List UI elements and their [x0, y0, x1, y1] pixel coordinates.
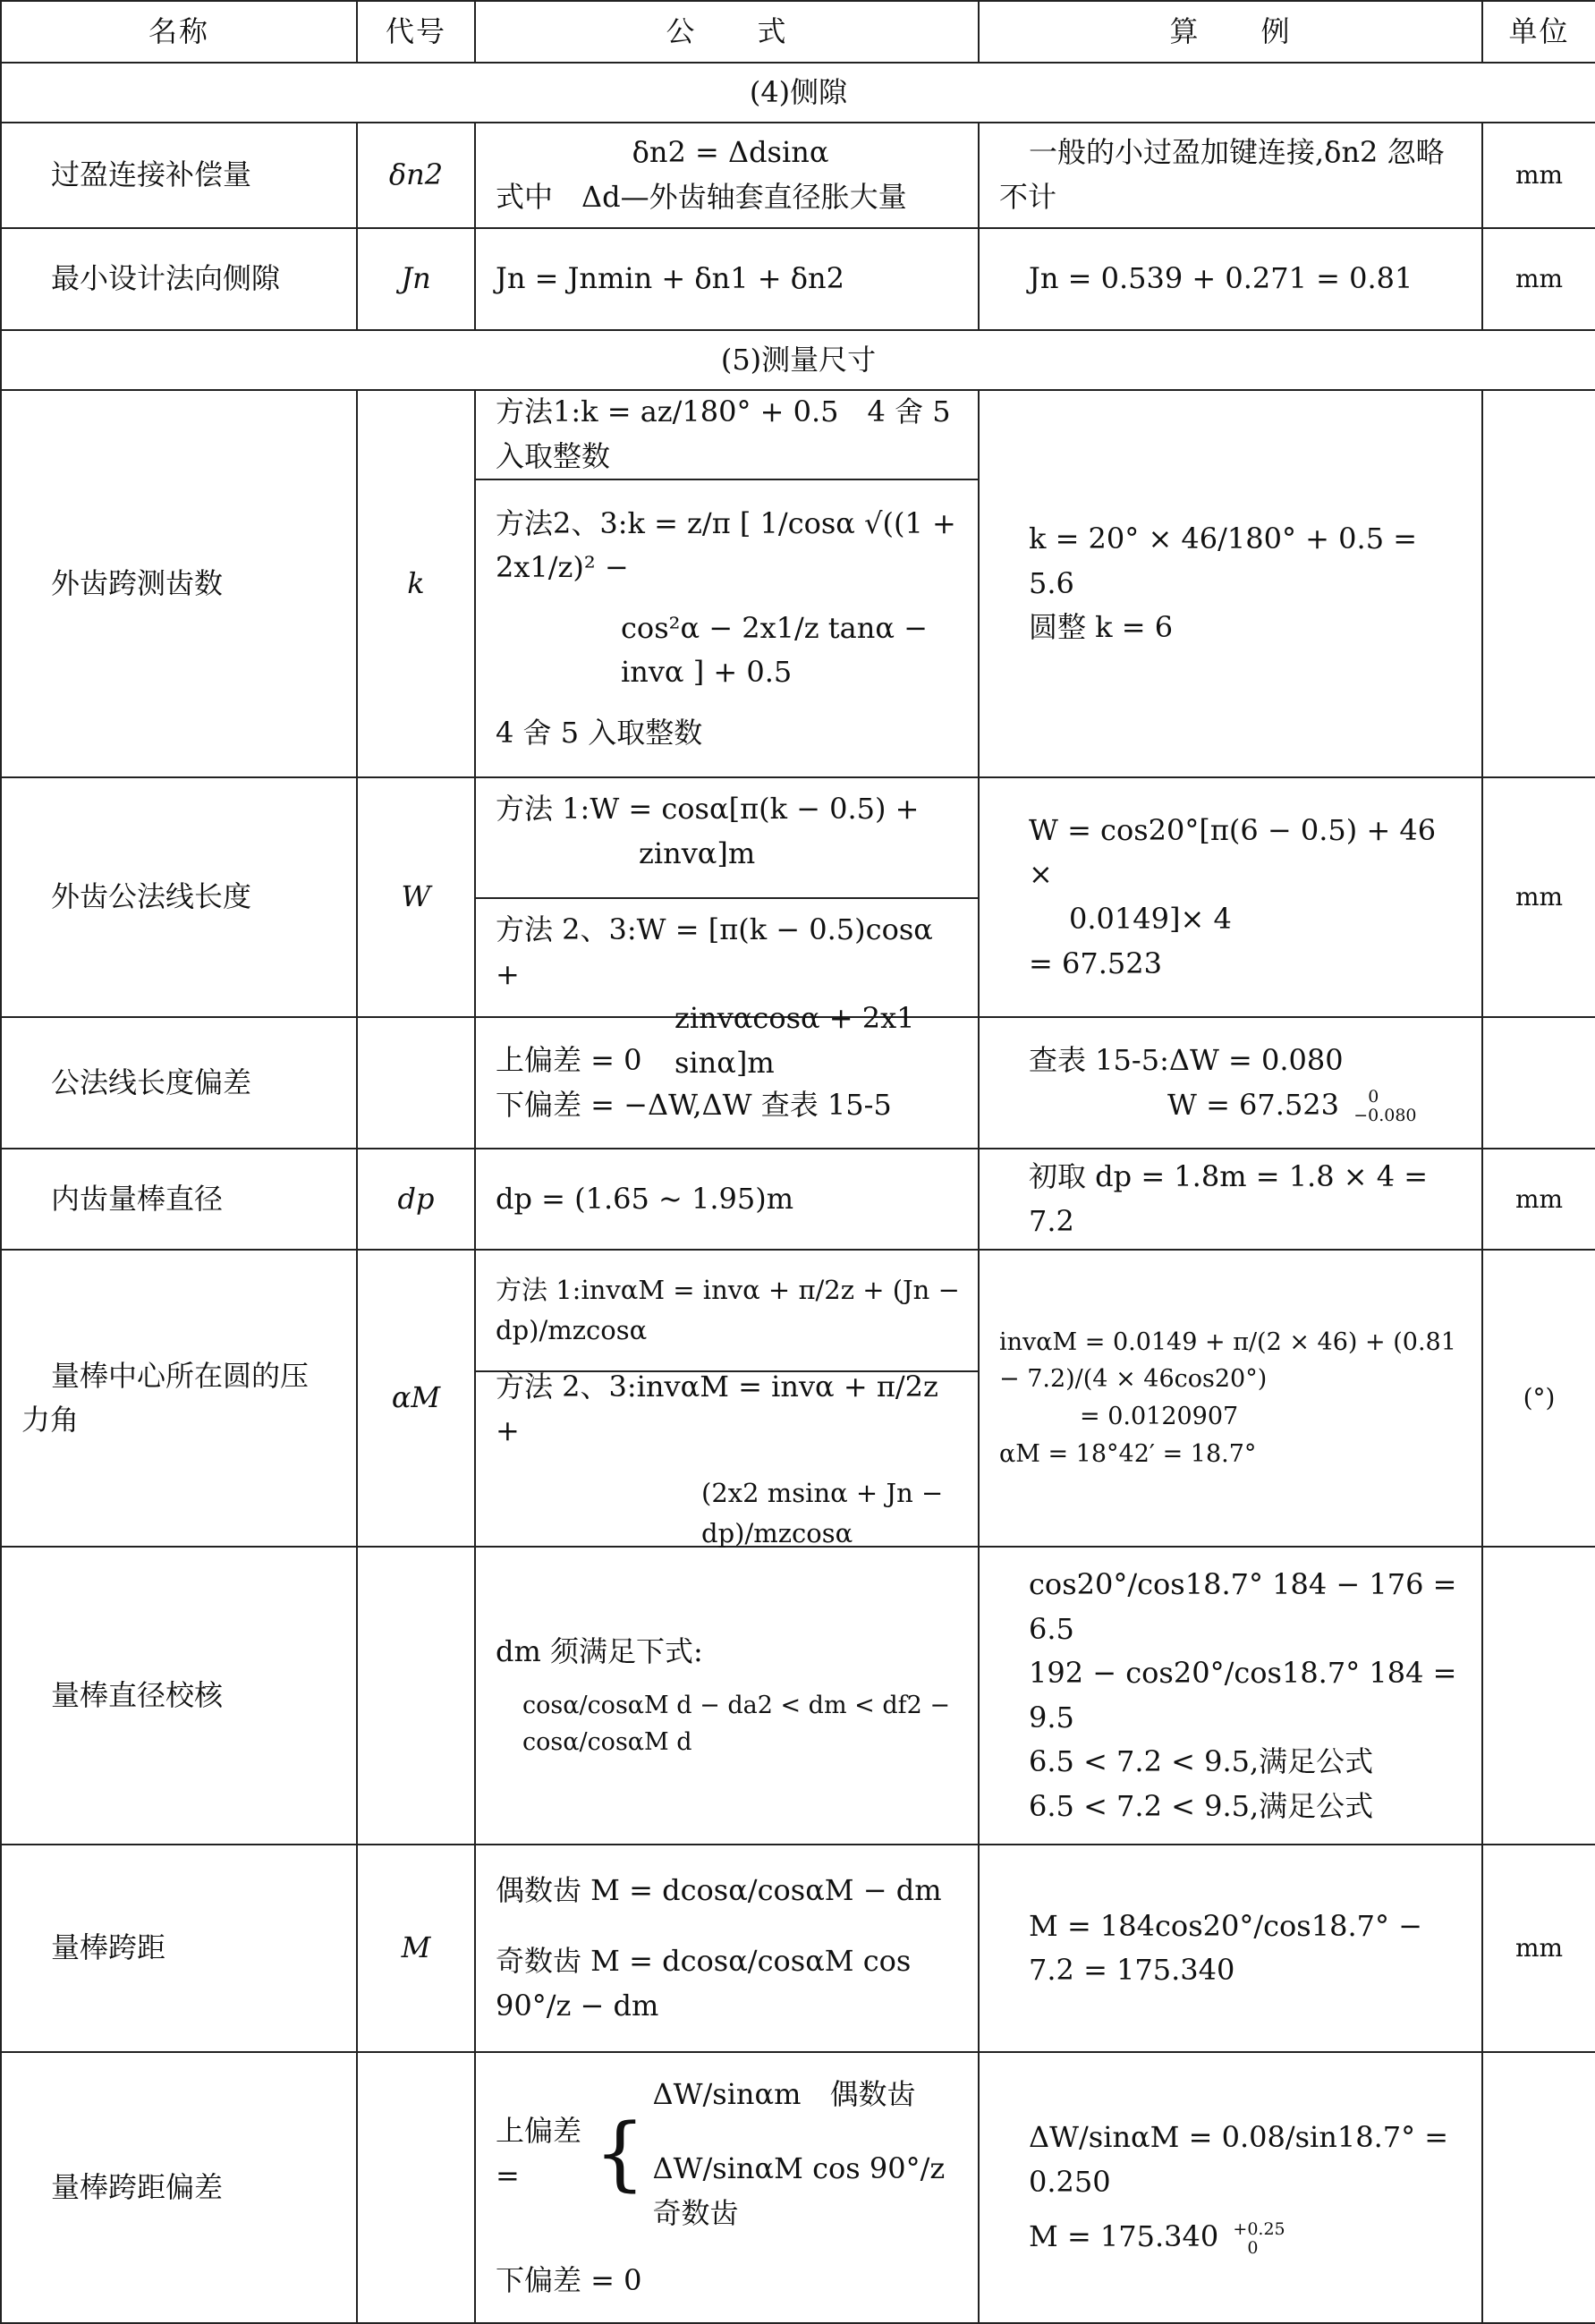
brace-icon: { [594, 2106, 646, 2201]
row-unit [1482, 2052, 1595, 2323]
row-formula [475, 390, 979, 777]
header-name: 名称 [1, 1, 357, 63]
row-symbol: αM [357, 1250, 475, 1547]
row-example [979, 390, 1482, 777]
table-row [1, 1845, 1595, 2052]
formula-line: 方法2、3:k = z/π [ 1/cosα √((1 + 2x1/z)² − [496, 505, 956, 585]
row-symbol: W [357, 777, 475, 1017]
tolerance [1233, 2220, 1285, 2258]
row-example [979, 123, 1482, 228]
formula-line: 方法 1:W = cosα[π(k − 0.5) + [496, 792, 920, 826]
row-name: 内齿量棒直径 [1, 1149, 357, 1250]
header-formula: 公 式 [475, 1, 979, 63]
formula-line: 方法 2、3:W = [π(k − 0.5)cosα + [496, 912, 933, 991]
row-unit: mm [1482, 1845, 1595, 2052]
formula-line: 方法 2、3:invαM = invα + π/2z + [496, 1369, 938, 1448]
formula-line: cos²α − 2x1/z tanα − invα ] + 0.5 [621, 610, 928, 690]
row-formula [475, 1547, 979, 1845]
example-line: αM = 18°42′ = 18.7° [999, 1440, 1257, 1469]
formula-line: zinvαcosα + 2x1 sinα]m [674, 1001, 915, 1080]
table-row [1, 1250, 1595, 1547]
row-symbol: Jn [357, 228, 475, 330]
section-row [1, 330, 1595, 390]
formula-line: 下偏差 = 0 [496, 2263, 642, 2298]
row-symbol: M [357, 1845, 475, 2052]
row-example: 初取 dp = 1.8m = 1.8 × 4 = 7.2 [979, 1149, 1482, 1250]
row-name: 量棒直径校核 [1, 1547, 357, 1845]
row-symbol [357, 2052, 475, 2323]
example-line: 192 − cos20°/cos18.7° 184 = 9.5 [1029, 1656, 1457, 1735]
formula-line: 上偏差 = 0 [496, 1042, 642, 1077]
upper-deviation [496, 2073, 974, 2236]
tolerance-upper: +0.25 [1233, 2219, 1285, 2240]
row-formula [475, 1845, 979, 2052]
row-formula: dp = (1.65 ~ 1.95)m [475, 1149, 979, 1250]
formula-case: ΔW/sinαM cos 90°/z 奇数齿 [652, 2151, 974, 2230]
row-name: 过盈连接补偿量 [1, 123, 357, 228]
row-formula [475, 1250, 979, 1547]
table-row [1, 777, 1595, 1017]
formula-line: 上偏差 = [496, 2114, 582, 2193]
header-unit: 单位 [1482, 1, 1595, 63]
example-line: 查表 15-5:ΔW = 0.080 [1029, 1042, 1344, 1077]
row-example: M = 184cos20°/cos18.7° − 7.2 = 175.340 [979, 1845, 1482, 2052]
row-formula [475, 123, 979, 228]
row-formula: Jn = Jnmin + δn1 + δn2 [475, 228, 979, 330]
formula-line: 式中 Δd—外齿轴套直径胀大量 [496, 180, 907, 214]
example-line [1029, 2215, 1469, 2260]
row-symbol: dp [357, 1149, 475, 1250]
table-row [1, 390, 1595, 777]
example-line: 不计 [999, 180, 1057, 214]
formula-case: ΔW/sinαm 偶数齿 [652, 2076, 916, 2111]
formula-line: cosα/cosαM d − da2 < dm < df2 − cosα/cosαM d [522, 1691, 951, 1757]
example-value: W = 67.523 [1167, 1087, 1340, 1122]
formula-line: 4 舍 5 入取整数 [496, 715, 703, 750]
row-name [1, 1250, 357, 1547]
example-line: invαM = 0.0149 + π/(2 × 46) + (0.81 − 7.2)/(4 × 46cos20°) [999, 1327, 1456, 1394]
row-symbol [357, 1547, 475, 1845]
tolerance-lower: −0.080 [1353, 1106, 1417, 1125]
row-unit: (°) [1482, 1250, 1595, 1547]
formula-line: dm 须满足下式: [496, 1634, 703, 1669]
row-unit: mm [1482, 1149, 1595, 1250]
row-name-line: 量棒中心所在圆的压 [51, 1358, 310, 1393]
example-line: cos20°/cos18.7° 184 − 176 = 6.5 [1029, 1566, 1457, 1646]
row-symbol: k [357, 390, 475, 777]
row-name: 外齿公法线长度 [1, 777, 357, 1017]
formula-line: 奇数齿 M = dcosα/cosαM cos 90°/z − dm [496, 1944, 912, 2023]
example-line: = 0.0120907 [1080, 1403, 1239, 1431]
formula-method-1: 方法1:k = az/180° + 0.5 4 舍 5 入取整数 [496, 394, 951, 473]
row-example [979, 777, 1482, 1017]
formula-method-2 [476, 479, 978, 776]
row-name: 公法线长度偏差 [1, 1017, 357, 1149]
example-value: M = 175.340 [1029, 2219, 1219, 2254]
table-row [1, 228, 1595, 330]
row-example: Jn = 0.539 + 0.271 = 0.81 [979, 228, 1482, 330]
row-symbol: δn2 [357, 123, 475, 228]
formula-line: δn2 = Δdsinα [632, 135, 829, 170]
row-name: 量棒跨距偏差 [1, 2052, 357, 2323]
row-example [979, 1547, 1482, 1845]
formula-method-2 [476, 1370, 978, 1546]
table-row [1, 1547, 1595, 1845]
formula-line: (2x2 msinα + Jn − dp)/mzcosα [701, 1477, 944, 1548]
row-example [979, 2052, 1482, 2323]
row-name: 量棒跨距 [1, 1845, 357, 2052]
section-backlash: (4)侧隙 [1, 63, 1595, 123]
cases [652, 2073, 974, 2236]
tolerance-lower: 0 [1247, 2237, 1259, 2258]
example-line: = 67.523 [1029, 946, 1162, 980]
row-unit [1482, 1017, 1595, 1149]
formula-method-1 [476, 778, 978, 897]
header-row [1, 1, 1595, 63]
formula-line: zinvα]m [639, 835, 756, 870]
example-line: W = cos20°[π(6 − 0.5) + 46 × [1029, 812, 1437, 892]
table-row [1, 123, 1595, 228]
row-unit: mm [1482, 228, 1595, 330]
row-name-line: 力角 [21, 1403, 80, 1438]
row-unit [1482, 1547, 1595, 1845]
row-unit [1482, 390, 1595, 777]
table-row [1, 2052, 1595, 2323]
header-symbol: 代号 [357, 1, 475, 63]
row-symbol [357, 1017, 475, 1149]
row-unit: mm [1482, 777, 1595, 1017]
example-line: 圆整 k = 6 [1029, 610, 1174, 645]
formula-line: 下偏差 = −ΔW,ΔW 查表 15-5 [496, 1087, 892, 1122]
example-line: 6.5 < 7.2 < 9.5,满足公式 [1029, 1788, 1374, 1823]
section-row [1, 63, 1595, 123]
example-line [1029, 1083, 1469, 1128]
tolerance-upper: 0 [1368, 1087, 1379, 1107]
row-example [979, 1017, 1482, 1149]
section-measure: (5)测量尺寸 [1, 330, 1595, 390]
row-formula [475, 2052, 979, 2323]
row-name: 最小设计法向侧隙 [1, 228, 357, 330]
table-row [1, 1149, 1595, 1250]
example-line: 0.0149]× 4 [1069, 902, 1232, 936]
formula-method-1: 方法 1:invαM = invα + π/2z + (Jn − dp)/mzcosα [496, 1275, 960, 1346]
example-line: k = 20° × 46/180° + 0.5 = 5.6 [1029, 522, 1418, 600]
header-example: 算 例 [979, 1, 1482, 63]
formula-line: 偶数齿 M = dcosα/cosαM − dm [496, 1872, 942, 1907]
example-line: ΔW/sinαM = 0.08/sin18.7° = 0.250 [1029, 2120, 1449, 2199]
row-name: 外齿跨测齿数 [1, 390, 357, 777]
example-line: 6.5 < 7.2 < 9.5,满足公式 [1029, 1744, 1374, 1779]
example-line: 一般的小过盈加键连接,δn2 忽略 [1029, 135, 1445, 170]
row-unit: mm [1482, 123, 1595, 228]
tolerance [1353, 1088, 1416, 1125]
row-example [979, 1250, 1482, 1547]
